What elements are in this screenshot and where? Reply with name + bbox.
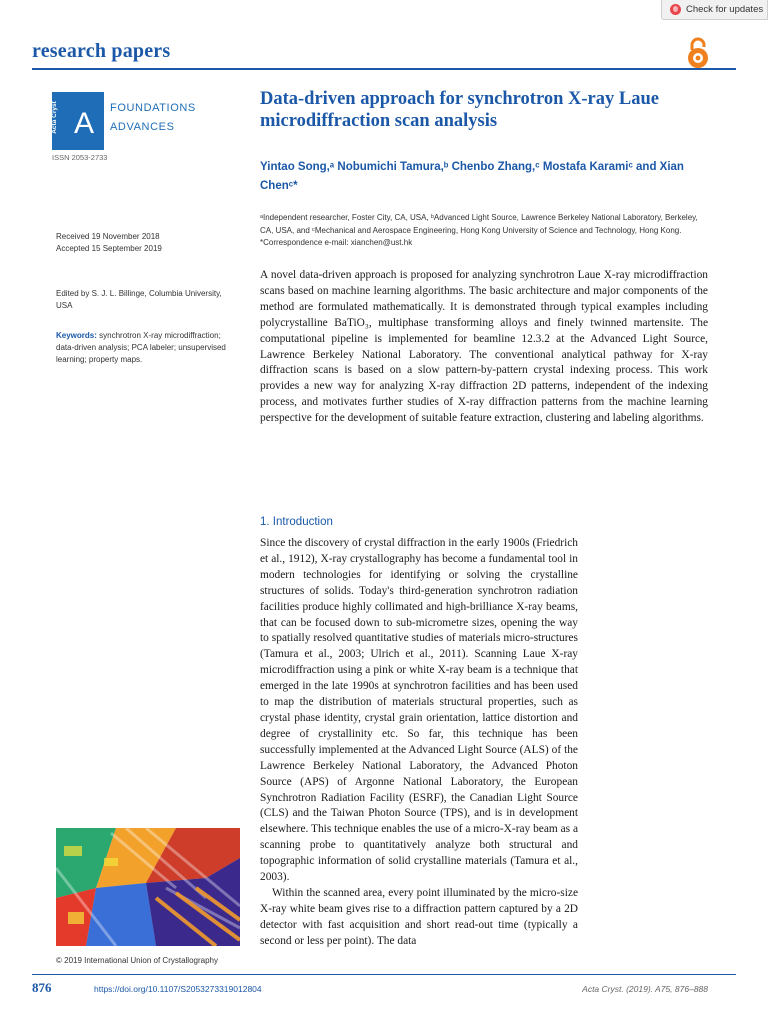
affiliations: ᵃIndependent researcher, Foster City, CA, USA, ᵇAdvanced Light Source, Lawrence Berkeley National Laboratory, Berkeley, CA, USA, and ᶜMechanical and Aerospace Engineering, Hong Kong University of Science and Technology, Hong Kong. *Correspondence e-mail: xianchen@ust.hk xyxy=(260,213,698,247)
authors xyxy=(260,158,710,196)
edited-by: Edited by S. J. L. Billinge, Columbia University, USA xyxy=(56,289,222,310)
received-date: Received 19 November 2018 xyxy=(56,232,160,241)
journal-name-line2: ADVANCES xyxy=(110,121,175,133)
intro-heading: 1. Introduction xyxy=(260,516,333,528)
crossmark-icon xyxy=(670,4,681,15)
copyright: © 2019 International Union of Crystallography xyxy=(56,956,218,965)
abstract: A novel data-driven approach is proposed for analyzing synchrotron Laue X-ray microdiffraction scans based on machine learning algorithms. The basic architecture and major components of the method are formulated mathematically. It is demonstrated through typical examples including polycrystalline BaTiO₃, multiphase transforming alloys and finely twinned martensite. The computational pipeline is implemented for beamline 12.3.2 at the Advanced Light Source, Lawrence Berkeley National Laboratory. The conventional analytical pathway for X-ray diffraction scans is based on a slow pattern-by-pattern crystal indexing process. This work provides a new way for analyzing X-ray diffraction 2D patterns, independent of the indexing process, and motivates further studies of X-ray diffraction patterns from the machine learning perspective for the development of suitable feature extraction, clustering and labeling algorithms. xyxy=(260,269,708,425)
intro-body xyxy=(260,536,578,950)
open-access-icon xyxy=(684,36,712,70)
check-for-updates-label: Check for updates xyxy=(686,4,764,15)
keywords xyxy=(56,330,240,366)
accepted-date: Accepted 15 September 2019 xyxy=(56,244,162,253)
authors-line2: Chenᶜ* xyxy=(260,180,298,192)
header-rule xyxy=(32,68,736,70)
keywords-text: synchrotron X-ray microdiffraction; data-driven analysis; PCA labeler; unsupervised learning; property maps. xyxy=(56,331,226,364)
journal-logo xyxy=(52,92,104,150)
citation: Acta Cryst. (2019). A75, 876–888 xyxy=(582,984,708,994)
page-number: 876 xyxy=(32,980,52,995)
check-for-updates-button[interactable] xyxy=(661,0,768,20)
doi-link[interactable]: https://doi.org/10.1107/S2053273319012804 xyxy=(94,984,262,994)
journal-name-line1: FOUNDATIONS xyxy=(110,102,196,114)
keywords-label: Keywords: xyxy=(56,331,97,340)
section-title: research papers xyxy=(32,40,171,62)
footer-rule xyxy=(32,974,736,975)
issn: ISSN 2053-2733 xyxy=(52,153,108,162)
article-title: Data-driven approach for synchrotron X-ray Laue microdiffraction scan analysis xyxy=(260,89,659,131)
authors-line1: Yintao Song,ᵃ Nobumichi Tamura,ᵇ Chenbo Zhang,ᶜ Mostafa Karamiᶜ and Xian xyxy=(260,161,684,173)
journal-letter: A xyxy=(73,107,94,140)
intro-paragraph-1: Since the discovery of crystal diffraction in the early 1900s (Friedrich et al., 1912), X-ray crystallography has become a fundamental tool in modern technologies for identifying or solving the crystalline structures of solids. Today's third-generation synchrotron radiation facilities produce highly collimated and high-brilliance X-ray beams, that can be focused down to sub-micrometre sizes, opening the way to spatially resolved quantitative studies of materials micro-structures (Tamura et al., 2003; Ulrich et al., 2011). Scanning Laue X-ray microdiffraction using a pink or white X-ray beam is a technique that emerged in the late 1990s at synchrotron facilities and has been used to map the distribution of materials structural properties, such as crystal phase identity, crystal grain orientation, lattice distortion and degree of crystallinity etc. So far, this technique has been successfully implemented at the Advanced Light Source (ALS) of the Lawrence Berkeley National Laboratory, the Advanced Photon Source (APS) of Argonne National Laboratory, the European Synchrotron Radiation Facility (ESRF), the Canadian Light Source (CLS) and the Taiwan Photon Source (TPS), and is in development elsewhere. This technique enables the use of a micro-X-ray beam as a scanning probe to quantitatively analyze both structural and topographic information of solid crystalline materials (Tamura et al., 2003). xyxy=(260,537,578,884)
graphical-abstract-image xyxy=(56,828,240,946)
intro-paragraph-2: Within the scanned area, every point illuminated by the micro-size X-ray white beam gives rise to a diffraction pattern captured by a 2D detector with fast acquisition and short read-out time (typically a second or less per point). The data xyxy=(260,886,578,947)
journal-side-text: Acta Cryst xyxy=(50,101,58,134)
